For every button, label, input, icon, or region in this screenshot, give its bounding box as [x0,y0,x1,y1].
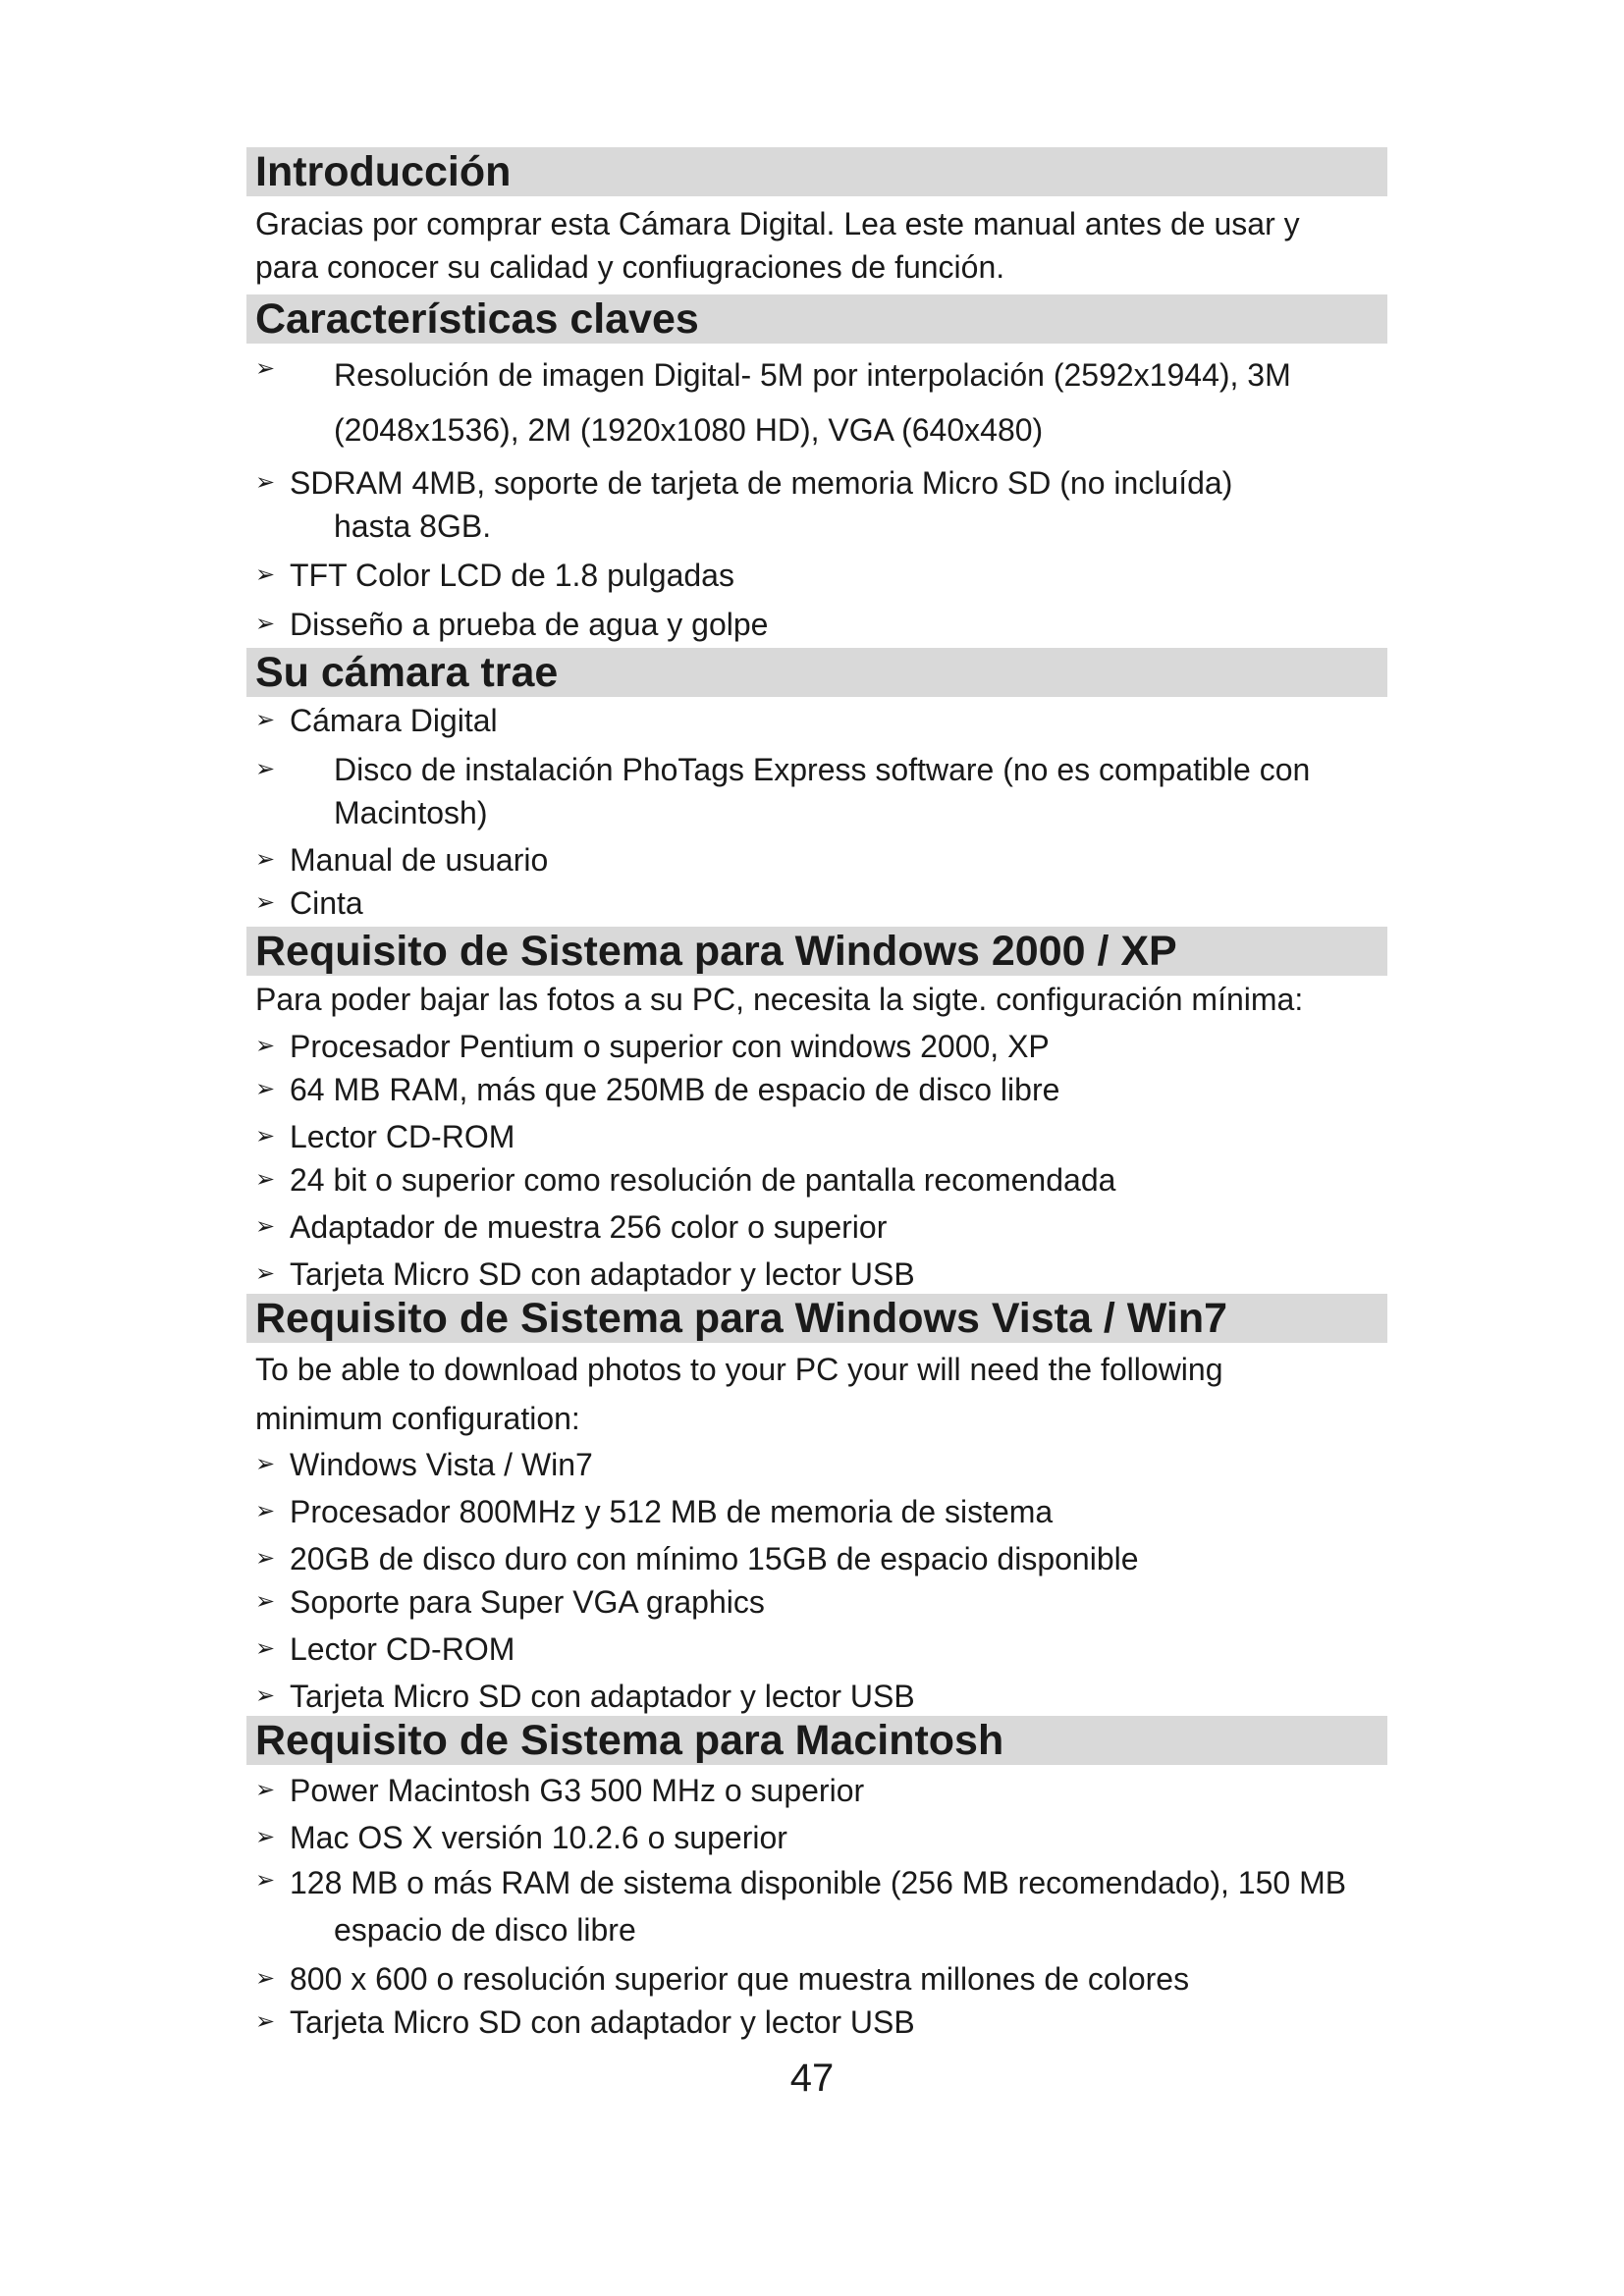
arrow-bullet-icon: ➢ [255,846,276,873]
list-item-text: 64 MB RAM, más que 250MB de espacio de disco libre [290,1072,1060,1107]
list-item [246,699,1387,742]
heading-su-camara-trae: Su cámara trae [246,648,1387,697]
arrow-bullet-icon: ➢ [255,469,276,496]
intro-paragraph: Gracias por comprar esta Cámara Digital. Lea este manual antes de usar y para conocer su calidad y confiugraciones de función. [255,206,1300,285]
list-item-text: Lector CD-ROM [290,1119,515,1154]
list-item-text: 128 MB o más RAM de sistema disponible (256 MB recomendado), 150 MB espacio de disco libre [290,1865,1347,1948]
package-list [246,699,1387,925]
list-item [246,1675,1387,1718]
list-item [246,1115,1387,1158]
list-item-text: Disseño a prueba de agua y golpe [290,607,769,642]
list-item-text: Procesador Pentium o superior con windows 2000, XP [290,1029,1050,1064]
heading-requisito-macintosh: Requisito de Sistema para Macintosh [246,1716,1387,1765]
list-item [246,1158,1387,1201]
arrow-bullet-icon: ➢ [255,889,276,916]
list-item [246,347,1387,457]
arrow-bullet-icon: ➢ [255,1588,276,1615]
arrow-bullet-icon: ➢ [255,1682,276,1709]
list-item-text: Soporte para Super VGA graphics [290,1584,765,1620]
list-item-text: Tarjeta Micro SD con adaptador y lector USB [290,1256,915,1292]
arrow-bullet-icon: ➢ [255,1033,276,1059]
list-item [246,881,1387,925]
list-item-text: Tarjeta Micro SD con adaptador y lector USB [290,2004,915,2040]
list-item-text: Power Macintosh G3 500 MHz o superior [290,1773,865,1808]
arrow-bullet-icon: ➢ [255,1451,276,1477]
arrow-bullet-icon: ➢ [255,2008,276,2035]
list-item-text: 20GB de disco duro con mínimo 15GB de espacio disponible [290,1541,1139,1576]
list-item-text: Cámara Digital [290,703,498,738]
heading-caracteristicas: Características claves [246,294,1387,344]
arrow-bullet-icon: ➢ [255,1213,276,1240]
list-item [246,1769,1387,1812]
arrow-bullet-icon: ➢ [255,1123,276,1149]
win-xp-list [246,1025,1387,1296]
win-vista-list [246,1443,1387,1718]
list-item-text: 24 bit o superior como resolución de pantalla recomendada [290,1162,1116,1198]
list-item [246,1068,1387,1111]
list-item-text: Windows Vista / Win7 [290,1447,593,1482]
list-item-text: Lector CD-ROM [290,1631,515,1667]
heading-introduccion: Introducción [246,147,1387,196]
list-item [246,1580,1387,1624]
arrow-bullet-icon: ➢ [255,1498,276,1524]
list-item-text: TFT Color LCD de 1.8 pulgadas [290,558,734,593]
arrow-bullet-icon: ➢ [255,1824,276,1850]
features-list [246,347,1387,646]
arrow-bullet-icon: ➢ [255,1965,276,1992]
arrow-bullet-icon: ➢ [255,756,276,782]
arrow-bullet-icon: ➢ [255,561,276,588]
list-item [246,1859,1387,1953]
arrow-bullet-icon: ➢ [255,1867,276,1894]
arrow-bullet-icon: ➢ [255,707,276,733]
arrow-bullet-icon: ➢ [255,1635,276,1662]
list-item-text: Resolución de imagen Digital- 5M por interpolación (2592x1944), 3M (2048x1536), 2M (1920x1080 HD), VGA (640x480) [334,357,1291,448]
list-item [246,1628,1387,1671]
list-item-text: 800 x 600 o resolución superior que muestra millones de colores [290,1961,1190,1997]
arrow-bullet-icon: ➢ [255,1076,276,1102]
page-number: 47 [789,2056,835,2100]
heading-requisito-windows-vista: Requisito de Sistema para Windows Vista / Win7 [246,1294,1387,1343]
arrow-bullet-icon: ➢ [255,1166,276,1193]
list-item [246,838,1387,881]
arrow-bullet-icon: ➢ [255,1260,276,1287]
arrow-bullet-icon: ➢ [255,355,276,382]
list-item-text: Disco de instalación PhoTags Express software (no es compatible con Macintosh) [334,752,1311,830]
list-item [246,1957,1387,2001]
list-item [246,1816,1387,1859]
list-item [246,1253,1387,1296]
page-content [246,147,1387,2044]
win-vista-intro: To be able to download photos to your PC your will need the following minimum configuration: [255,1352,1223,1436]
list-item-text: Procesador 800MHz y 512 MB de memoria de sistema [290,1494,1054,1529]
list-item [246,2001,1387,2044]
list-item [246,554,1387,597]
arrow-bullet-icon: ➢ [255,1777,276,1803]
list-item-text: SDRAM 4MB, soporte de tarjeta de memoria Micro SD (no incluída) hasta 8GB. [290,465,1233,544]
list-item [246,1205,1387,1249]
list-item [246,1490,1387,1533]
list-item [246,748,1387,834]
list-item-text: Adaptador de muestra 256 color o superior [290,1209,888,1245]
arrow-bullet-icon: ➢ [255,1545,276,1572]
list-item [246,603,1387,646]
list-item-text: Tarjeta Micro SD con adaptador y lector USB [290,1679,915,1714]
win-xp-intro: Para poder bajar las fotos a su PC, necesita la sigte. configuración mínima: [255,982,1304,1017]
list-item-text: Mac OS X versión 10.2.6 o superior [290,1820,787,1855]
heading-requisito-windows-xp: Requisito de Sistema para Windows 2000 / XP [246,927,1387,976]
list-item [246,1443,1387,1486]
list-item-text: Cinta [290,885,363,921]
list-item [246,1025,1387,1068]
arrow-bullet-icon: ➢ [255,611,276,637]
list-item [246,461,1387,548]
list-item [246,1537,1387,1580]
mac-list [246,1769,1387,2044]
list-item-text: Manual de usuario [290,842,549,878]
